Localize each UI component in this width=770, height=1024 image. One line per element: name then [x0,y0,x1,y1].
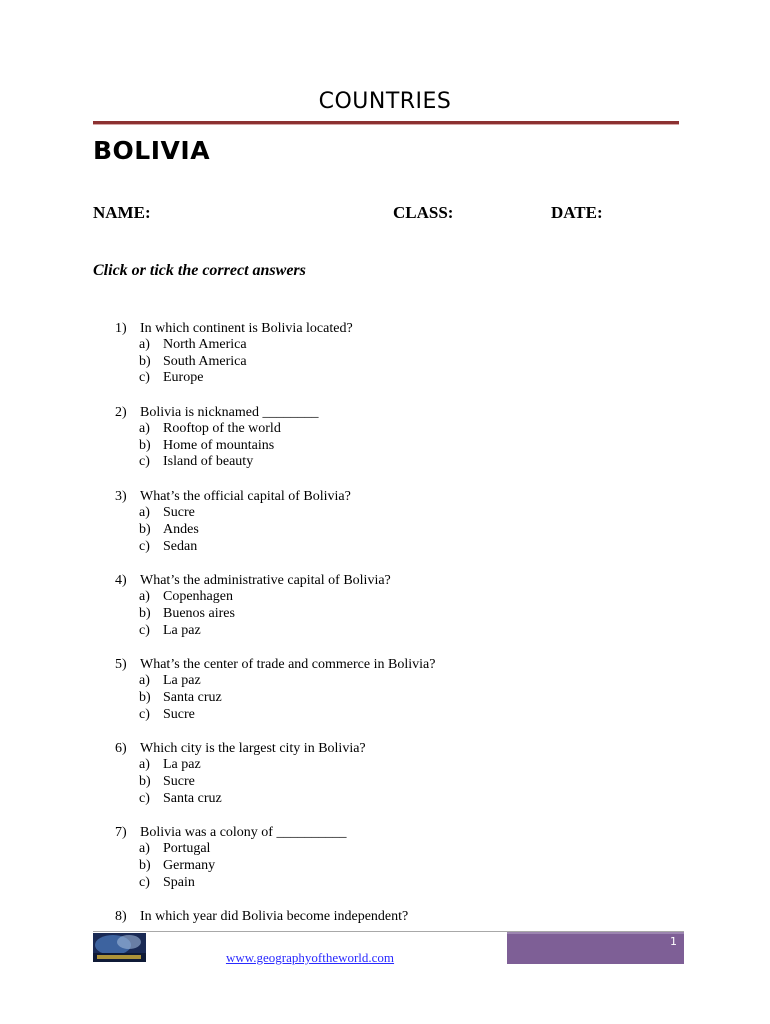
footer-bar-highlight [507,932,684,934]
answer-option[interactable] [115,606,675,623]
answer-option[interactable] [115,589,675,606]
answer-text: Rooftop of the world [163,421,281,437]
answer-label: b) [139,774,151,789]
answer-text: South America [163,353,247,369]
header-rule-accent [93,124,679,125]
answer-option[interactable] [115,858,675,875]
answer-text: Sucre [163,505,195,521]
answer-text: North America [163,337,247,352]
answer-label: c) [139,370,150,386]
answer-label: b) [139,353,151,369]
answer-label: c) [139,454,150,470]
answer-option[interactable] [115,539,675,556]
answer-option[interactable] [115,673,675,690]
question-line [115,656,675,673]
question-line [115,488,675,505]
answer-text: Copenhagen [163,589,233,605]
question-number: 1) [115,321,127,336]
answer-text: Sucre [163,706,195,722]
answer-option[interactable] [115,337,675,354]
answer-option[interactable] [115,841,675,858]
answer-list [115,589,675,639]
date-field-label[interactable]: DATE: [551,203,603,222]
quiz-question [115,824,675,891]
country-heading: BOLIVIA [93,136,211,165]
answer-label: a) [139,757,150,773]
answer-text: Germany [163,858,216,874]
answer-text: Spain [163,874,195,890]
page-number: 1 [670,935,677,948]
question-text: In which continent is Bolivia located? [140,321,353,336]
answer-text: Europe [163,370,204,386]
question-line [115,824,675,841]
class-field-label[interactable]: CLASS: [393,203,454,222]
answer-option[interactable] [115,774,675,791]
quiz-question [115,404,675,471]
answer-option[interactable] [115,875,675,892]
quiz-question [115,320,675,387]
answer-option[interactable] [115,438,675,455]
answer-label: c) [139,538,150,554]
answer-label: b) [139,521,151,537]
answer-text: La paz [163,673,201,689]
answer-label: c) [139,874,150,890]
answer-option[interactable] [115,505,675,522]
answer-text: Sucre [163,774,195,789]
answer-list [115,673,675,723]
answer-list [115,505,675,555]
answer-label: a) [139,337,150,352]
answer-text: La paz [163,622,201,638]
answer-text: Island of beauty [163,454,254,470]
question-text: In which year did Bolivia become independent? [140,909,409,925]
quiz-question [115,656,675,723]
answer-text: La paz [163,757,201,773]
answer-label: b) [139,437,151,453]
question-line [115,404,675,421]
answer-option[interactable] [115,757,675,774]
quiz-list [115,320,675,942]
answer-text: Buenos aires [163,605,235,621]
answer-text: Andes [163,521,199,537]
answer-option[interactable] [115,454,675,471]
quiz-question [115,488,675,555]
question-line [115,320,675,337]
answer-list [115,337,675,387]
answer-option[interactable] [115,522,675,539]
question-line [115,740,675,757]
question-number: 4) [115,573,127,589]
answer-label: b) [139,605,151,621]
question-number: 2) [115,405,127,421]
question-text: Bolivia is nicknamed ________ [140,405,319,421]
website-link[interactable]: www.geographyoftheworld.com [225,950,395,965]
answer-label: b) [139,858,151,874]
answer-list [115,841,675,891]
question-number: 6) [115,741,127,757]
question-text: Which city is the largest city in Bolivia? [140,741,366,757]
answer-option[interactable] [115,623,675,640]
answer-option[interactable] [115,354,675,371]
name-field-label[interactable]: NAME: [93,203,151,222]
answer-label: c) [139,790,150,806]
question-text: Bolivia was a colony of __________ [140,825,347,841]
quiz-question [115,740,675,807]
answer-label: b) [139,689,151,705]
answer-text: Home of mountains [163,437,275,453]
question-number: 5) [115,657,127,673]
answer-option[interactable] [115,707,675,724]
quiz-question [115,572,675,639]
answer-label: c) [139,622,150,638]
answer-label: c) [139,706,150,722]
answer-text: Sedan [163,538,198,554]
question-text: What’s the administrative capital of Bolivia? [140,573,391,589]
answer-label: a) [139,589,150,605]
answer-option[interactable] [115,791,675,808]
answer-list [115,757,675,807]
answer-option[interactable] [115,690,675,707]
answer-text: Santa cruz [163,790,222,806]
question-number: 8) [115,909,127,925]
answer-text: Santa cruz [163,689,222,705]
instruction-text: Click or tick the correct answers [93,262,306,279]
answer-option[interactable] [115,421,675,438]
quiz-question [115,908,675,925]
question-text: What’s the official capital of Bolivia? [140,489,351,505]
answer-list [115,421,675,471]
answer-label: a) [139,505,150,521]
question-number: 7) [115,825,127,841]
answer-label: a) [139,673,150,689]
answer-label: a) [139,841,150,857]
answer-label: a) [139,421,150,437]
question-number: 3) [115,489,127,505]
answer-text: Portugal [163,841,211,857]
page-title: COUNTRIES [318,89,452,114]
question-text: What’s the center of trade and commerce in Bolivia? [140,657,436,673]
question-line [115,908,675,925]
question-line [115,572,675,589]
answer-option[interactable] [115,370,675,387]
